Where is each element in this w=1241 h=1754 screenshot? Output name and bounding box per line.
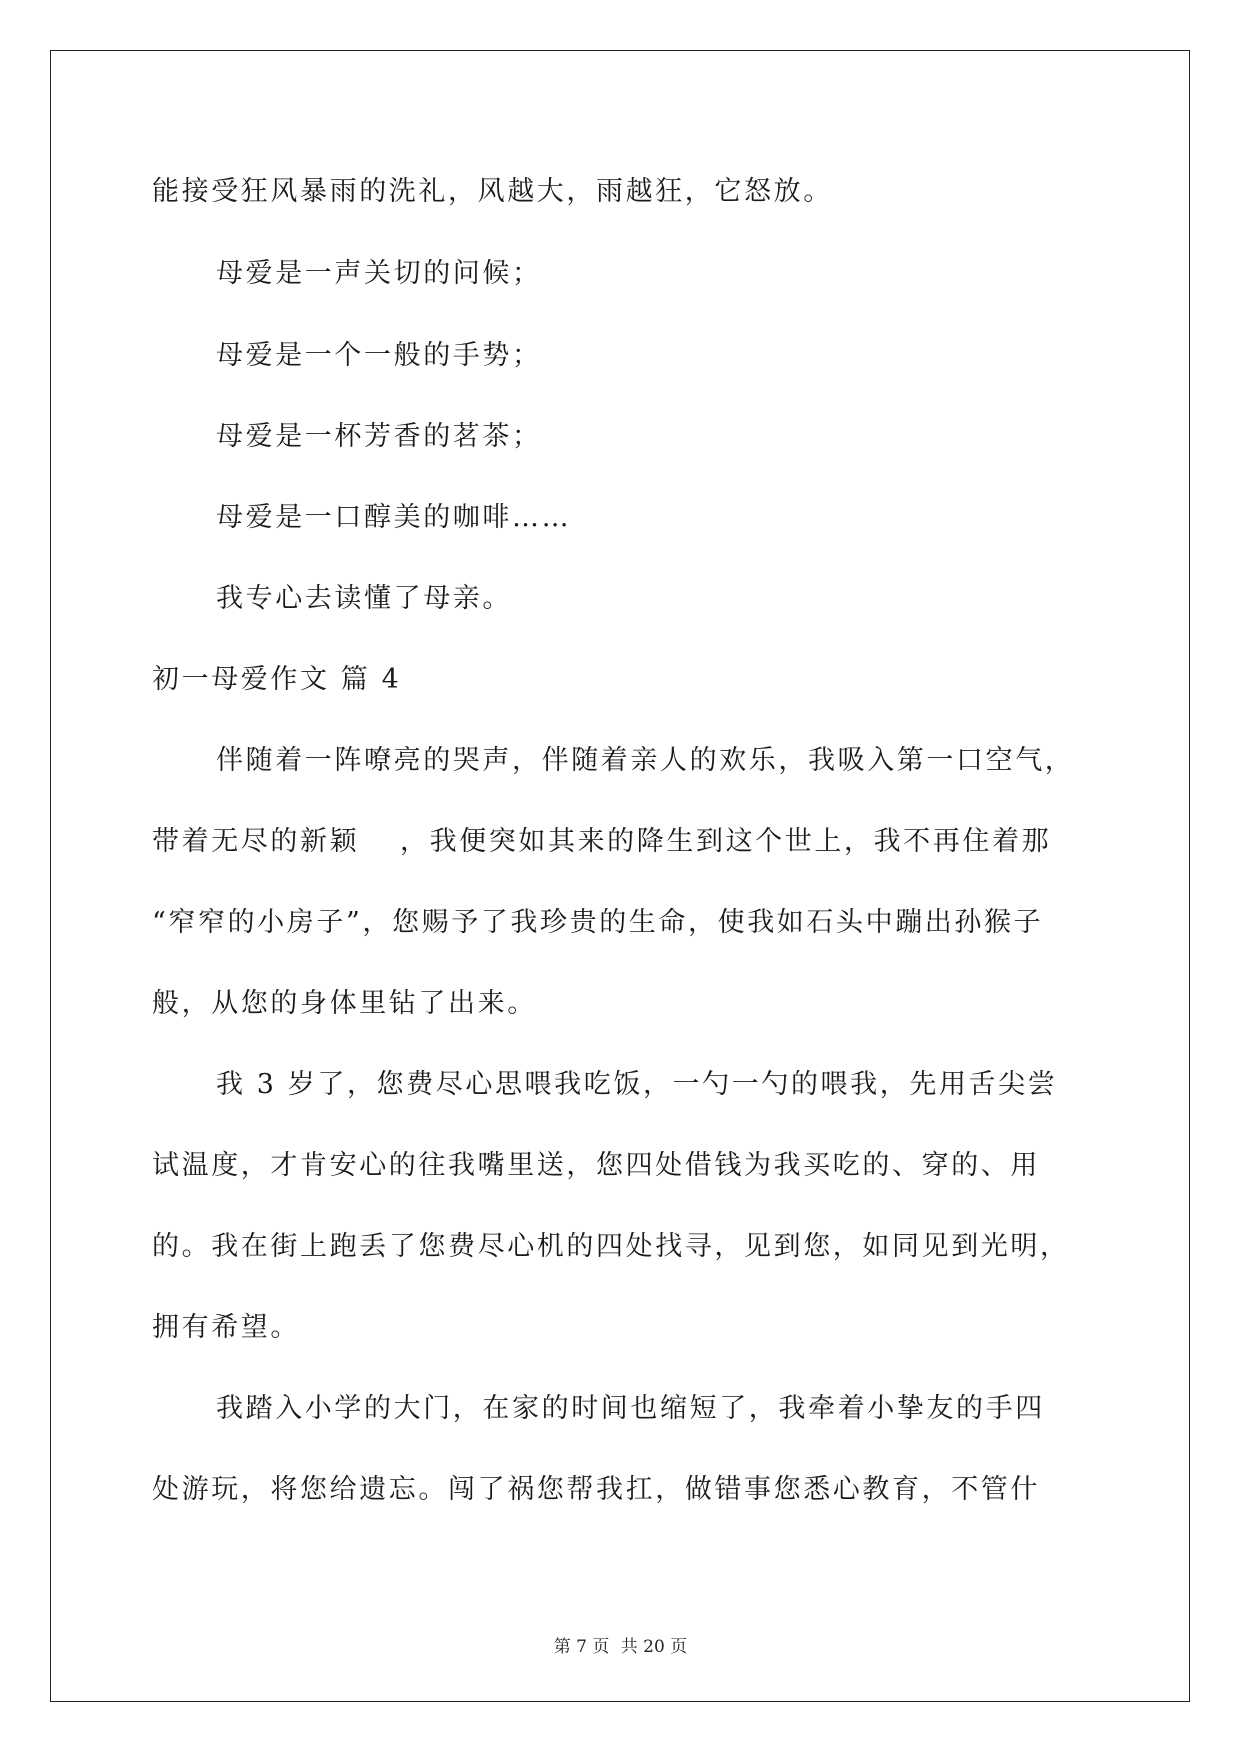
paragraph-line: 带着无尽的新颖 ，我便突如其来的降生到这个世上，我不再住着那	[152, 826, 1052, 857]
paragraph-line: 试温度，才肯安心的往我嘴里送，您四处借钱为我买吃的、穿的、用	[152, 1150, 1040, 1181]
paragraph-line: 拥有希望。	[152, 1312, 300, 1343]
page-total: 共 20 页	[620, 1637, 688, 1657]
paragraph-line: 能接受狂风暴雨的洗礼，风越大，雨越狂，它怒放。	[152, 176, 833, 207]
paragraph-line: 处游玩，将您给遗忘。闯了祸您帮我扛，做错事您悉心教育，不管什	[152, 1474, 1040, 1505]
paragraph-line: 我踏入小学的大门，在家的时间也缩短了，我牵着小挚友的手四	[216, 1393, 1045, 1424]
paragraph-line: 母爱是一口醇美的咖啡……	[216, 502, 572, 533]
section-heading: 初一母爱作文 篇 4	[152, 664, 402, 695]
paragraph-line: 般，从您的身体里钻了出来。	[152, 988, 537, 1019]
paragraph-line: “窄窄的小房子”，您赐予了我珍贵的生命，使我如石头中蹦出孙猴子	[152, 907, 1044, 938]
paragraph-line: 母爱是一声关切的问候；	[216, 258, 542, 289]
paragraph-line: 的。我在街上跑丢了您费尽心机的四处找寻，见到您，如同见到光明，	[152, 1231, 1070, 1262]
paragraph-line: 母爱是一个一般的手势；	[216, 340, 542, 371]
paragraph-line: 我专心去读懂了母亲。	[216, 583, 512, 614]
paragraph-line: 我 3 岁了，您费尽心思喂我吃饭，一勺一勺的喂我，先用舌尖尝	[216, 1069, 1058, 1100]
page-border	[50, 50, 1190, 1702]
page-number: 第 7 页	[553, 1637, 610, 1657]
paragraph-line: 母爱是一杯芳香的茗茶；	[216, 421, 542, 452]
page-footer	[0, 1632, 1241, 1657]
paragraph-line: 伴随着一阵嘹亮的哭声，伴随着亲人的欢乐，我吸入第一口空气，	[216, 745, 1075, 776]
